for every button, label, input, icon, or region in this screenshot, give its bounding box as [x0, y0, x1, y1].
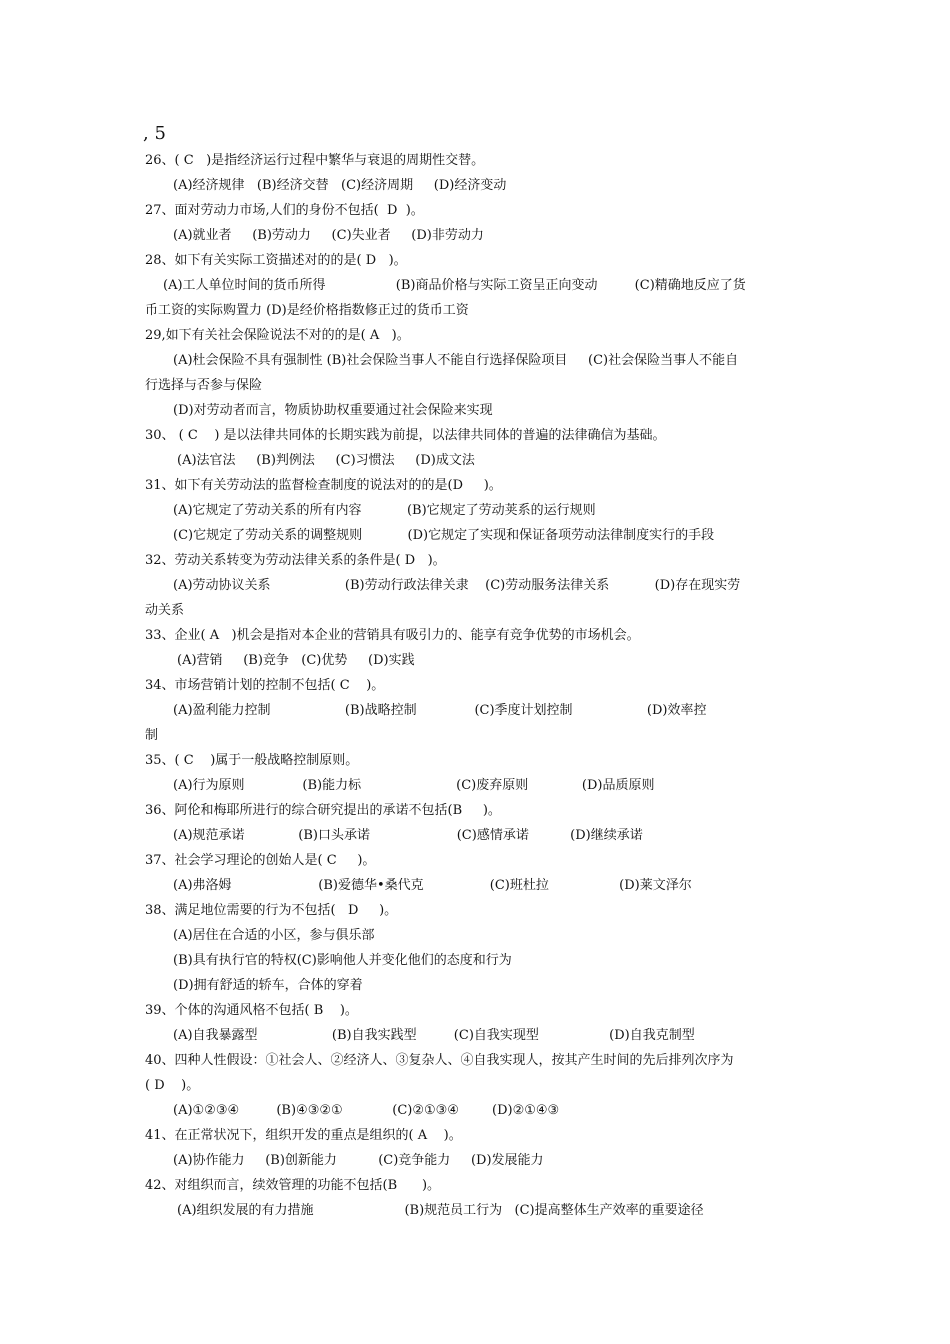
text-line: (A)营销 (B)竞争 (C)优势 (D)实践	[177, 653, 415, 668]
text-line: (A)杜会保险不具有强制性 (B)社会保险当事人不能自行选择保险项目 (C)社会保险当事人不能自	[173, 353, 739, 368]
text-line: 38、满足地位需要的行为不包括( D )。	[145, 903, 398, 918]
text-line: (D)拥有舒适的轿车，合体的穿着	[173, 978, 363, 993]
text-line: (A)法官法 (B)判例法 (C)习惯法 (D)成文法	[177, 453, 475, 468]
text-line: 行选择与否参与保险	[145, 378, 263, 393]
text-line: (C)它规定了劳动关系的调整规则 (D)它规定了实现和保证备项劳动法律制度实行的手段	[173, 528, 715, 543]
text-line: (A)经济规律 (B)经济交替 (C)经济周期 (D)经济变动	[173, 178, 507, 193]
page-header: , 5	[143, 123, 166, 144]
text-line: ( D )。	[145, 1078, 200, 1093]
text-line: 41、在正常状况下，组织开发的重点是组织的( A )。	[145, 1128, 462, 1143]
text-line: (A)工人单位时间的货币所得 (B)商品价格与实际工资呈正向变动 (C)精确地反应了货	[163, 278, 746, 293]
text-line: 29,如下有关社会保险说法不对的的是( A )。	[145, 328, 410, 343]
text-line: 35、( C )属于一般战略控制原则。	[145, 753, 359, 768]
text-line: 37、社会学习理论的创始人是( C )。	[145, 853, 376, 868]
text-line: 币工资的实际购置力 (D)是经价格指数修正过的货币工资	[145, 303, 469, 318]
text-line: 制	[145, 728, 159, 743]
text-line: 36、阿伦和梅耶所进行的综合研究提出的承诺不包括(B )。	[145, 803, 501, 818]
text-line: (A)居住在合适的小区，参与俱乐部	[173, 928, 375, 943]
text-line: 30、 ( C ) 是以法律共同体的长期实践为前提，以法律共同体的普遍的法律确信为基础。	[145, 428, 666, 443]
text-line: (A)就业者 (B)劳动力 (C)失业者 (D)非劳动力	[173, 228, 484, 243]
text-line: 27、面对劳动力市场,人们的身份不包括( D )。	[145, 203, 424, 218]
text-line: 39、个体的沟通风格不包括( B )。	[145, 1003, 358, 1018]
text-line: (A)①②③④ (B)④③②① (C)②①③④ (D)②①④③	[173, 1103, 560, 1118]
text-line: 40、四种人性假设：①社会人、②经济人、③复杂人、④自我实现人，按其产生时间的先后排列次序为	[145, 1053, 734, 1068]
text-line: (D)对劳动者而言，物质协助权重要通过社会保险来实现	[173, 403, 493, 418]
text-line: 28、如下有关实际工资描述对的的是( D )。	[145, 253, 407, 268]
text-line: (A)规范承诺 (B)口头承诺 (C)感情承诺 (D)继续承诺	[173, 828, 643, 843]
text-line: 42、对组织而言，续效管理的功能不包括(B )。	[145, 1178, 441, 1193]
text-line: (A)协作能力 (B)创新能力 (C)竞争能力 (D)发展能力	[173, 1153, 544, 1168]
text-line: 34、市场营销计划的控制不包括( C )。	[145, 678, 385, 693]
text-line: (A)它规定了劳动关系的所有内容 (B)它规定了劳动荚系的运行规则	[173, 503, 596, 518]
text-line: 31、如下有关劳动法的监督检查制度的说法对的的是(D )。	[145, 478, 502, 493]
text-line: (A)自我暴露型 (B)自我实践型 (C)自我实现型 (D)自我克制型	[173, 1028, 695, 1043]
text-line: (A)盈利能力控制 (B)战略控制 (C)季度计划控制 (D)效率控	[173, 703, 707, 718]
text-line: 32、劳动关系转变为劳动法律关系的条件是( D )。	[145, 553, 446, 568]
text-line: 33、企业( A )机会是指对本企业的营销具有吸引力的、能享有竞争优势的市场机会。	[145, 628, 640, 643]
text-line: (A)行为原则 (B)能力标 (C)废弃原则 (D)品质原则	[173, 778, 655, 793]
text-line: (A)组织发展的有力措施 (B)规范员工行为 (C)提高整体生产效率的重要途径	[177, 1203, 704, 1218]
text-line: (A)劳动协议关系 (B)劳动行政法律关隶 (C)劳动服务法律关系 (D)存在现实劳	[173, 578, 741, 593]
text-line: 动关系	[145, 603, 185, 618]
text-line: (B)具有执行官的特权(C)影响他人并变化他们的态度和行为	[173, 953, 512, 968]
text-line: 26、( C )是指经济运行过程中繁华与衰退的周期性交替。	[145, 153, 485, 168]
text-line: (A)弗洛姆 (B)爱德华•桑代克 (C)班杜拉 (D)莱文泽尔	[173, 878, 692, 893]
